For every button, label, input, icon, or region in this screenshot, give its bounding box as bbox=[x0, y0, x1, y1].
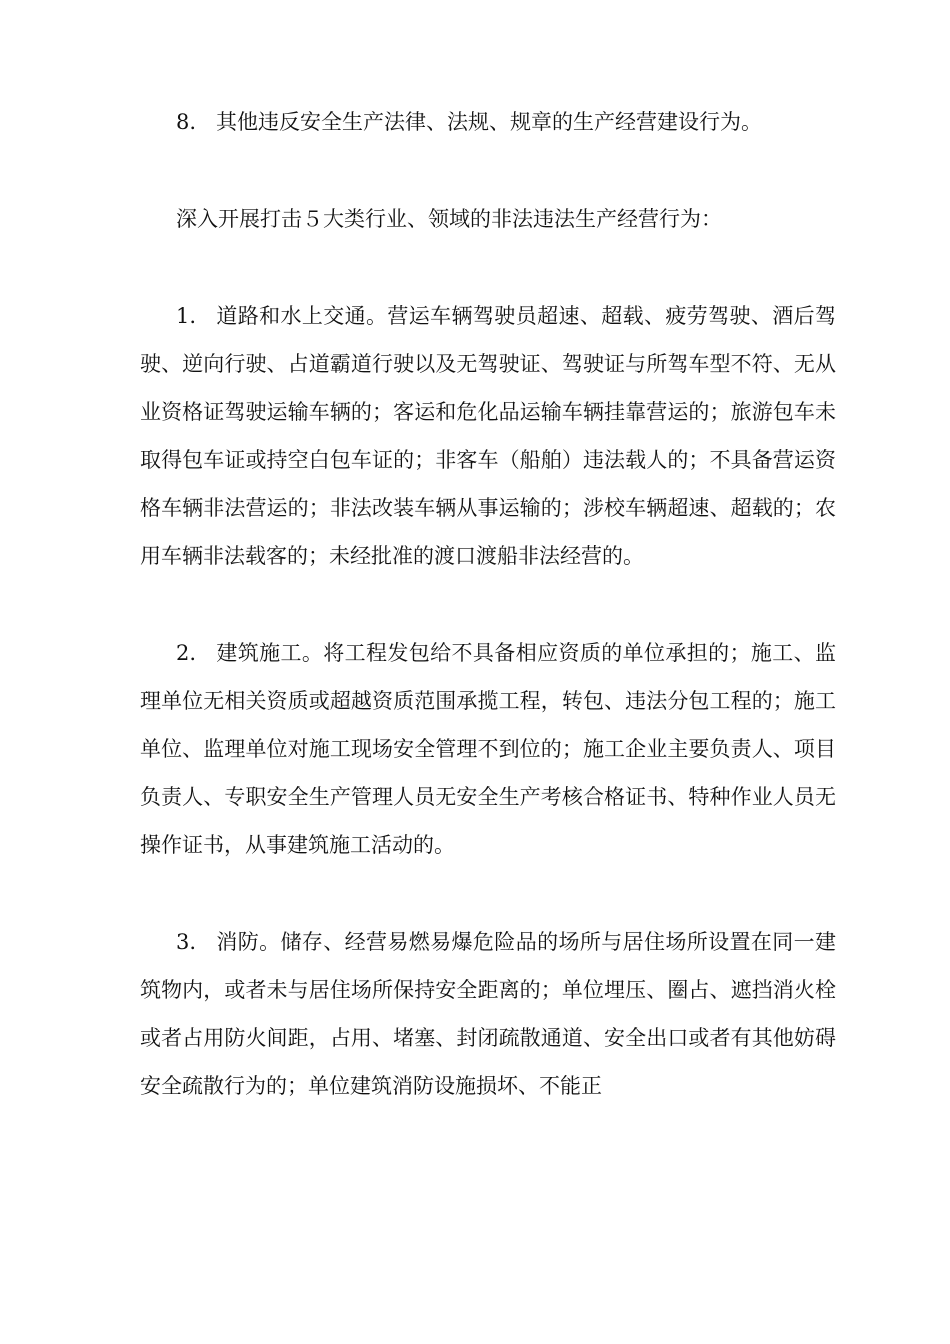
paragraph-text: 深入开展打击５大类行业、领域的非法违法生产经营行为： bbox=[176, 207, 722, 231]
paragraph-intro bbox=[140, 195, 836, 243]
paragraph-text: 道路和水上交通。营运车辆驾驶员超速、超载、疲劳驾驶、酒后驾驶、逆向行驶、占道霸道行驶以及无驾驶证、驾驶证与所驾车型不符、无从业资格证驾驶运输车辆的；客运和危化品运输车辆挂靠营运的；旅游包车未取得包车证或持空白包车证的；非客车（船舶）违法载人的；不具备营运资格车辆非法营运的；非法改装车辆从事运输的；涉校车辆超速、超载的；农用车辆非法载客的；未经批准的渡口渡船非法经营的。 bbox=[140, 304, 836, 568]
paragraph-text: 建筑施工。将工程发包给不具备相应资质的单位承担的；施工、监理单位无相关资质或超越资质范围承揽工程，转包、违法分包工程的；施工单位、监理单位对施工现场安全管理不到位的；施工企业主要负责人、项目负责人、专职安全生产管理人员无安全生产考核合格证书、特种作业人员无操作证书，从事建筑施工活动的。 bbox=[140, 641, 836, 857]
document-page bbox=[140, 98, 836, 1159]
paragraph-item-3 bbox=[140, 918, 836, 1110]
paragraph-item-2 bbox=[140, 629, 836, 869]
paragraph-text: 消防。储存、经营易燃易爆危险品的场所与居住场所设置在同一建筑物内，或者未与居住场所保持安全距离的；单位埋压、圈占、遮挡消火栓或者占用防火间距，占用、堵塞、封闭疏散通道、安全出口或者有其他妨碍安全疏散行为的；单位建筑消防设施损坏、不能正 bbox=[140, 930, 836, 1098]
item-number: 3. bbox=[176, 930, 197, 954]
paragraph-item-1 bbox=[140, 292, 836, 580]
item-number: 1. bbox=[176, 304, 197, 328]
paragraph-text: 其他违反安全生产法律、法规、规章的生产经营建设行为。 bbox=[216, 110, 762, 134]
item-number: 2. bbox=[176, 641, 197, 665]
paragraph-item-8 bbox=[140, 98, 836, 146]
item-number: 8. bbox=[176, 110, 197, 134]
